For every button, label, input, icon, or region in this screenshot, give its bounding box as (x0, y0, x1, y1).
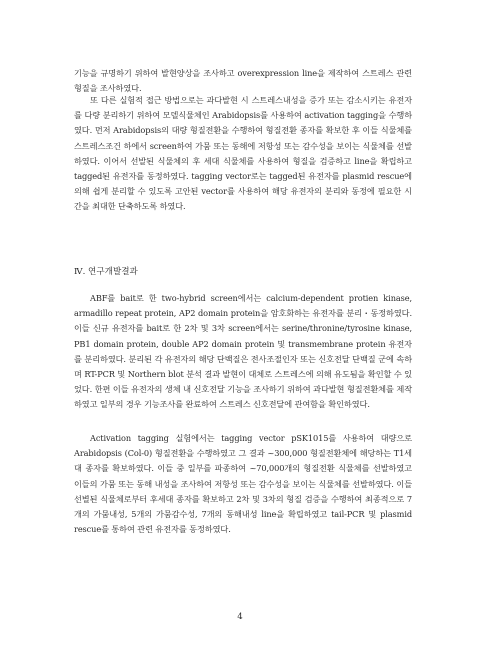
paragraph-text: 또 다른 실험적 접근 방법으로는 과다발현 시 스트레스내성을 증가 또는 감소시키는 유전자를 다량 분리하기 위하여 모델식물체인 Arabidopsis를 사용하여 activation tagging을 수행하였다. 먼저 Arabidopsis의 대량 형질전환을 수행하여 형질전환 종자를 확보한 후 이들 식물체를 스트레스조건 하에서 screen하여 가뭄 또는 동해에 저항성 또는 감수성을 보이는 식물체를 선발하였다. 이어서 선발된 식물체의 후 세대 식물체를 사용하여 형질을 검증하고 line을 확립하고 tagged된 유전자를 동정하였다. tagging vector로는 tagged된 유전자를 plasmid rescue에 의해 쉽게 분리할 수 있도록 고안된 vector를 사용하여 해당 유전자의 분리와 동정에 필요한 시간을 최대한 단축하도록 하였다. (74, 95, 412, 212)
paragraph-text: ABF를 bait로 한 two-hybrid screen에서는 calcium-dependent protien kinase, armadillo repeat protein, AP2 domain protein을 암호화하는 유전자를 분리・동정하였다. 이들 신규 유전자를 bait로 한 2차 및 3차 screen에서는 serine/thronine/tyrosine kinase, PB1 domain protein, double AP2 domain protein 및 transmembrane protein 유전자를 분리하였다. 분리된 각 유전자의 해당 단백질은 전사조절인자 또는 신호전달 단백질 군에 속하며 RT-PCR 및 Northern blot 분석 결과 발현이 대체로 스트레스에 의해 유도됨을 확인할 수 있었다. 한편 이들 유전자의 생체 내 신호전달 기능을 조사하기 위하여 과다발현 형질전환체를 제작하였고 일부의 경우 기능조사를 완료하여 스트레스 신호전달에 관여함을 확인하였다. (74, 293, 412, 410)
section-heading: Ⅳ. 연구개발결과 (74, 267, 138, 277)
paragraph-continued (74, 66, 412, 96)
paragraph-two-hybrid-results (74, 291, 412, 413)
paragraph-text: 기능을 규명하기 위하여 발현양상을 조사하고 overexpression line을 제작하여 스트레스 관련 형질을 조사하였다. (74, 68, 412, 94)
paragraph-text: Activation tagging 실험에서는 tagging vector pSK1015를 사용하여 대량으로 Arabidopsis (Col-0) 형질전환을 수행하였고 그 결과 ~300,000 형질전환체에 해당하는 T1세대 종자를 확보하였다. 이들 중 일부를 파종하여 ~70,000개의 형질전환 식물체를 선발하였고 이들의 가뭄 또는 동해 내성을 조사하여 저항성 또는 감수성을 보이는 식물체를 선발하였다. 이들 선별된 식물체로부터 후세대 종자를 확보하고 2차 및 3차의 형질 검증을 수행하여 최종적으로 7개의 가뭄내성, 5개의 가뭄감수성, 7개의 동해내성 line을 확립하였고 tail-PCR 및 plasmid rescue를 통하여 관련 유전자를 동정하였다. (74, 433, 412, 535)
page-number: 4 (237, 612, 243, 622)
paragraph-activation-approach (74, 93, 412, 215)
paragraph-activation-tagging-results (74, 431, 412, 537)
